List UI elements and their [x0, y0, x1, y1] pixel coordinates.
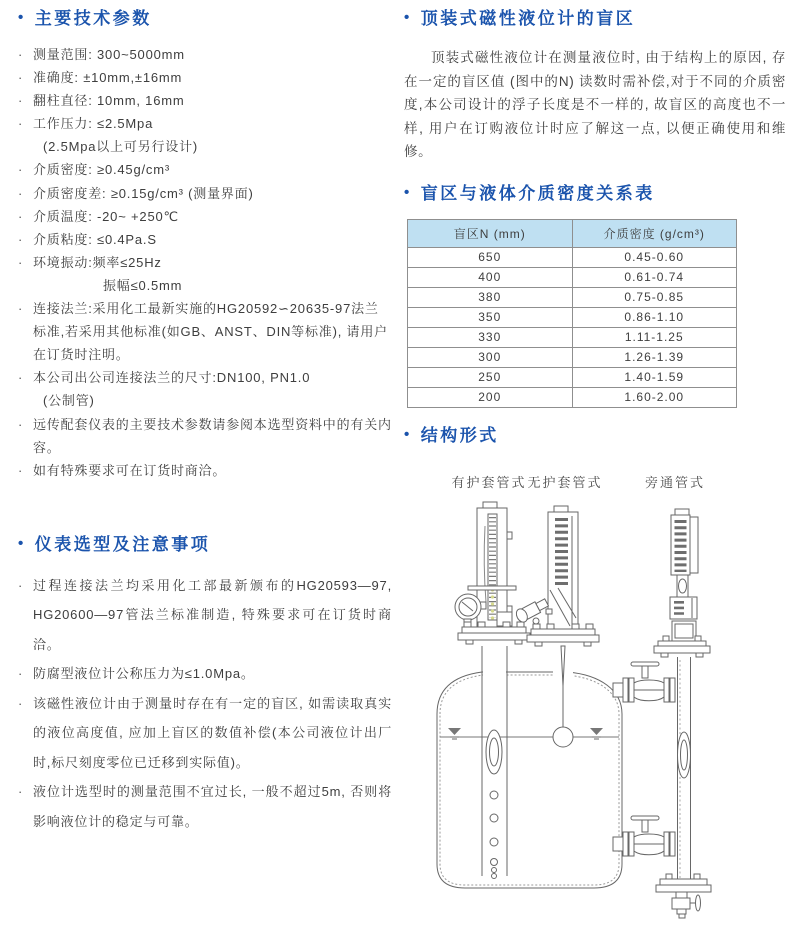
liquid-level [440, 728, 619, 739]
item-text: 翻柱直径: 10mm, 16mm [33, 93, 185, 109]
list-item [18, 297, 392, 366]
item-text: 振幅≤0.5mm [103, 277, 183, 293]
bypass-pipe [678, 657, 691, 879]
item-text: (公制管) [43, 393, 95, 409]
item-text: 液位计选型时的测量范围不宜过长, 一般不超过5m, 否则将影响液位计的稳定与可靠。 [33, 784, 392, 829]
bullet: · [18, 695, 24, 711]
bullet: · [18, 577, 24, 593]
item-text: 连接法兰:采用化工最新实施的HG20592∽20635-97法兰标准,若采用其他标准(如GB、ANST、DIN等标准), 请用户在订货时注明。 [33, 301, 388, 363]
item-text: 本公司出公司连接法兰的尺寸:DN100, PN1.0 [33, 370, 311, 386]
column-header: 介质密度 (g/cm³) [572, 219, 737, 247]
cell-density: 0.45-0.60 [572, 247, 737, 267]
list-item [18, 158, 392, 181]
item-text: 该磁性液位计由于测量时存在有一定的盲区, 如需读取真实的液位高度值, 应加上盲区的数值补偿(本公司液位计出厂时,标尺刻度零位已迁移到实际值)。 [33, 695, 392, 770]
list-item [18, 571, 392, 660]
cell-blindzone: 200 [408, 387, 573, 407]
title-bullet-icon: • [404, 9, 412, 26]
blindzone-paragraph: 顶装式磁性液位计在测量液位时, 由于结构上的原因, 存在一定的盲区值 (图中的N) 读数时需补偿,对于不同的介质密度,本公司设计的浮子长度是不一样的, 故盲区的高度也不一样, 用户在订购液位计时应了解这一点, 以便正确使用和维修。 [404, 50, 786, 159]
bullet: · [18, 185, 24, 201]
cell-blindzone: 330 [408, 327, 573, 347]
item-text: 远传配套仪表的主要技术参数请参阅本选型资料中的有关内容。 [33, 416, 392, 455]
title-bullet-icon: • [404, 183, 412, 201]
section-title-text: 仪表选型及注意事项 [34, 534, 211, 554]
cell-density: 1.26-1.39 [572, 347, 737, 367]
bullet: · [18, 93, 24, 109]
upper-isolation-valve [613, 662, 675, 702]
item-text: 介质温度: -20~ +250℃ [33, 208, 179, 224]
bullet-spacer [18, 389, 33, 412]
table-header-row [408, 219, 737, 247]
tank-outline [437, 672, 622, 888]
cell-density: 0.75-0.85 [572, 287, 737, 307]
table-row [408, 327, 737, 347]
title-bullet-icon: • [18, 9, 26, 26]
list-item [18, 251, 392, 274]
item-text: (2.5Mpa以上可另行设计) [43, 139, 199, 155]
item-text: 介质粘度: ≤0.4Pa.S [33, 231, 157, 247]
cell-density: 1.11-1.25 [572, 327, 737, 347]
cell-blindzone: 350 [408, 307, 573, 327]
gauge-bypass [654, 509, 710, 657]
label-sheathed-type: 有护套管式 [451, 475, 527, 490]
table-row [408, 267, 737, 287]
bullet: · [18, 462, 24, 478]
table-row [408, 347, 737, 367]
list-item [18, 459, 392, 482]
bullet: · [18, 231, 24, 247]
item-text: 如有特殊要求可在订货时商洽。 [33, 462, 227, 478]
column-header: 盲区N (mm) [408, 219, 573, 247]
cell-blindzone: 250 [408, 367, 573, 387]
section-title-text: 顶装式磁性液位计的盲区 [420, 9, 636, 28]
table-row [408, 247, 737, 267]
gauge-sheathed [455, 502, 530, 644]
cell-density: 1.60-2.00 [572, 387, 737, 407]
list-item [18, 135, 392, 158]
gauge-unsheathed [514, 506, 599, 646]
table-row [408, 387, 737, 407]
section-title-text: 盲区与液体介质密度关系表 [420, 183, 655, 203]
item-text: 防腐型液位计公称压力为≤1.0Mpa。 [33, 666, 255, 682]
item-text: 介质密度: ≥0.45g/cm³ [33, 162, 170, 178]
bullet: · [18, 301, 24, 317]
list-item [18, 89, 392, 112]
float-ball [553, 646, 573, 747]
list-item [18, 389, 392, 412]
transmitter-head [514, 596, 550, 624]
bullet-spacer [18, 135, 33, 158]
guide-tube [482, 646, 507, 879]
item-text: 准确度: ±10mm,±16mm [33, 70, 183, 86]
bullet: · [18, 208, 24, 224]
blind-zone-density-table [407, 219, 737, 408]
right-column [404, 6, 794, 449]
bullet: · [18, 254, 24, 270]
section-title-selection [18, 532, 392, 558]
list-item [18, 366, 392, 389]
bullet: · [18, 666, 24, 682]
list-item [18, 66, 392, 89]
list-item [18, 205, 392, 228]
section-title-structure [404, 423, 794, 449]
table-row [408, 307, 737, 327]
item-text: 介质密度差: ≥0.15g/cm³ (测量界面) [33, 185, 254, 201]
section-title-text: 主要技术参数 [34, 9, 152, 28]
item-text: 环境振动:频率≤25Hz [33, 254, 162, 270]
cell-density: 1.40-1.59 [572, 367, 737, 387]
cell-blindzone: 400 [408, 267, 573, 287]
left-column [18, 6, 392, 836]
list-item [18, 689, 392, 778]
bullet: · [18, 784, 24, 800]
section-title-table [404, 181, 794, 207]
list-item [18, 43, 392, 66]
cell-blindzone: 300 [408, 347, 573, 367]
structure-diagram [400, 490, 800, 939]
list-item [18, 112, 392, 135]
label-bypass-type: 旁通管式 [644, 475, 705, 490]
item-text: 过程连接法兰均采用化工部最新颁布的HG20593—97, HG20600—97管法兰标准制造, 特殊要求可在订货时商洽。 [33, 577, 392, 652]
tech-list [18, 43, 392, 482]
title-bullet-icon: • [404, 425, 412, 443]
cell-density: 0.61-0.74 [572, 267, 737, 287]
list-item [18, 182, 392, 205]
table-row [408, 287, 737, 307]
section-title-text: 结构形式 [420, 425, 499, 445]
cell-density: 0.86-1.10 [572, 307, 737, 327]
selection-list [18, 571, 392, 837]
bullet: · [18, 370, 24, 386]
section-title-blindzone [404, 6, 794, 32]
drain-valve [656, 874, 711, 918]
list-item [18, 659, 392, 689]
title-bullet-icon: • [18, 534, 26, 552]
bullet-spacer [18, 274, 33, 297]
cell-blindzone: 650 [408, 247, 573, 267]
bullet: · [18, 162, 24, 178]
list-item [18, 777, 392, 836]
bullet: · [18, 47, 24, 62]
bullet: · [18, 70, 24, 86]
label-unsheathed-type: 无护套管式 [527, 475, 603, 490]
list-item [18, 413, 392, 459]
list-item [18, 228, 392, 251]
table-row [408, 367, 737, 387]
section-title-tech [18, 6, 392, 32]
cell-blindzone: 380 [408, 287, 573, 307]
bullet: · [18, 116, 24, 132]
bullet: · [18, 416, 24, 432]
item-text: 工作压力: ≤2.5Mpa [33, 116, 154, 132]
list-item [18, 274, 392, 297]
item-text: 测量范围: 300~5000mm [33, 47, 185, 62]
